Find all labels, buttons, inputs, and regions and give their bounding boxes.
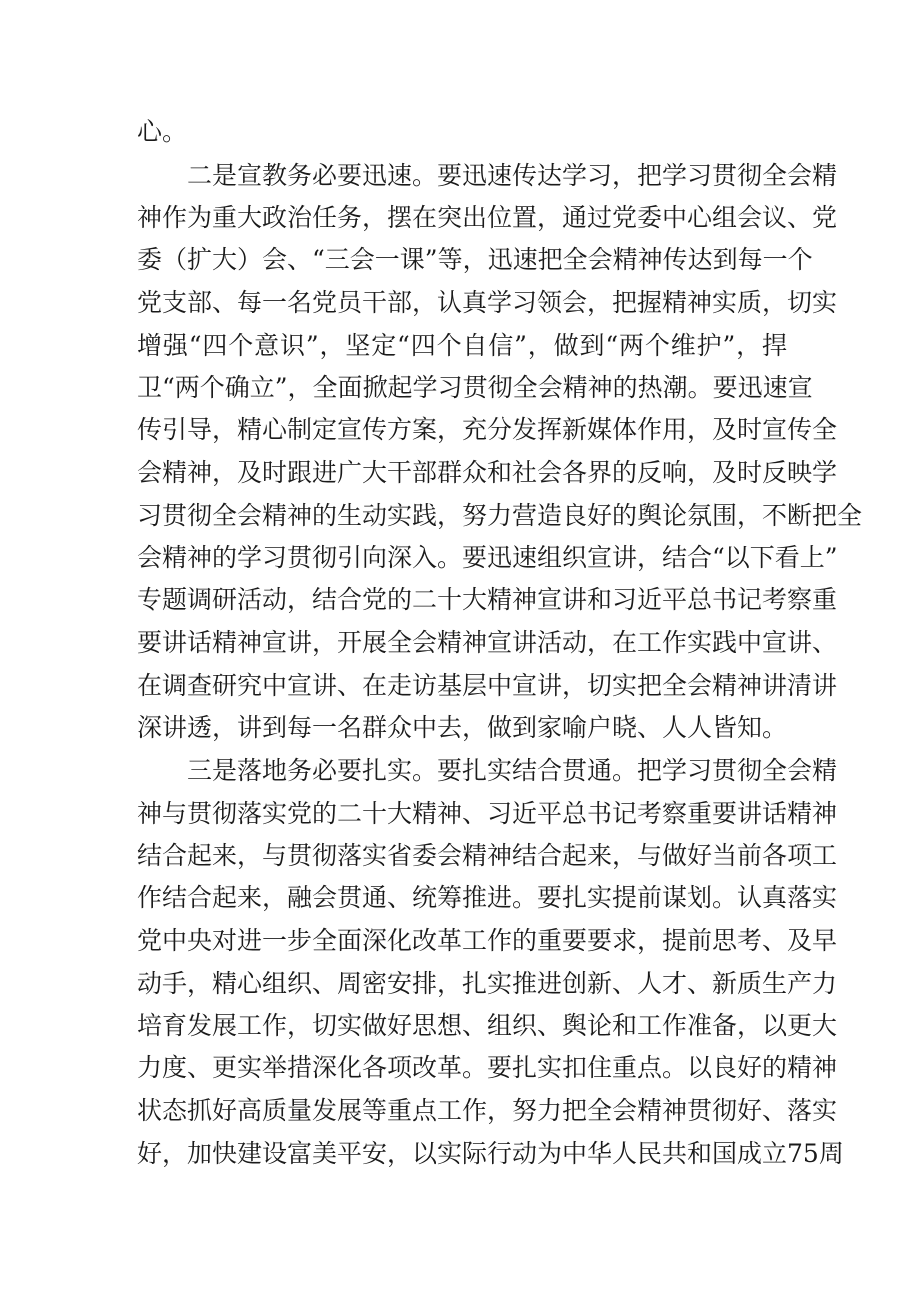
paragraph-first-line: 二是宣教务必要迅速。要迅速传达学习，把学习贯彻全会精 (187, 161, 838, 190)
text-line: 习贯彻全会精神的生动实践，努力营造良好的舆论氛围，不断把全 (137, 501, 863, 530)
text-line: 会精神，及时跟进广大干部群众和社会各界的反响，及时反映学 (137, 458, 838, 487)
text-line: 卫“两个确立”，全面掀起学习贯彻全会精神的热潮。要迅速宣 (137, 373, 813, 402)
text-line: 力度、更实举措深化各项改革。要扎实扣住重点。以良好的精神 (137, 1053, 838, 1082)
text-line: 在调查研究中宣讲、在走访基层中宣讲，切实把全会精神讲清讲 (137, 671, 838, 700)
paragraph-last-line: 深讲透，讲到每一名群众中去，做到家喻户晓、人人皆知。 (137, 713, 788, 742)
text-line: 作结合起来，融会贯通、统筹推进。要扎实提前谋划。认真落实 (137, 883, 838, 912)
text-line: 传引导，精心制定宣传方案，充分发挥新媒体作用，及时宣传全 (137, 415, 838, 444)
paragraph-first-line: 三是落地务必要扎实。要扎实结合贯通。把学习贯彻全会精 (187, 756, 838, 785)
text-line: 专题调研活动，结合党的二十大精神宣讲和习近平总书记考察重 (137, 585, 838, 614)
text-line: 委（扩大）会、“三会一课”等，迅速把全会精神传达到每一个 (137, 245, 813, 274)
text-line: 党中央对进一步全面深化改革工作的重要要求，提前思考、及早 (137, 926, 838, 955)
text-line: 神作为重大政治任务，摆在突出位置，通过党委中心组会议、党 (137, 203, 838, 232)
text-line: 会精神的学习贯彻引向深入。要迅速组织宣讲，结合“以下看上” (137, 543, 838, 572)
text-line: 培育发展工作，切实做好思想、组织、舆论和工作准备，以更大 (137, 1011, 838, 1040)
text-line: 结合起来，与贯彻落实省委会精神结合起来，与做好当前各项工 (137, 841, 838, 870)
text-line: 心。 (137, 117, 188, 146)
text-line: 党支部、每一名党员干部，认真学习领会，把握精神实质，切实 (137, 288, 838, 317)
text-line: 动手，精心组织、周密安排，扎实推进创新、人才、新质生产力 (137, 969, 838, 998)
text-line: 状态抓好高质量发展等重点工作，努力把全会精神贯彻好、落实 (137, 1096, 838, 1125)
text-line: 要讲话精神宣讲，开展全会精神宣讲活动，在工作实践中宣讲、 (137, 628, 838, 657)
text-line: 神与贯彻落实党的二十大精神、习近平总书记考察重要讲话精神 (137, 799, 838, 828)
text-line: 增强“四个意识”，坚定“四个自信”，做到“两个维护”，捍 (137, 331, 787, 360)
text-line: 好，加快建设富美平安，以实际行动为中华人民共和国成立75周 (137, 1139, 844, 1168)
